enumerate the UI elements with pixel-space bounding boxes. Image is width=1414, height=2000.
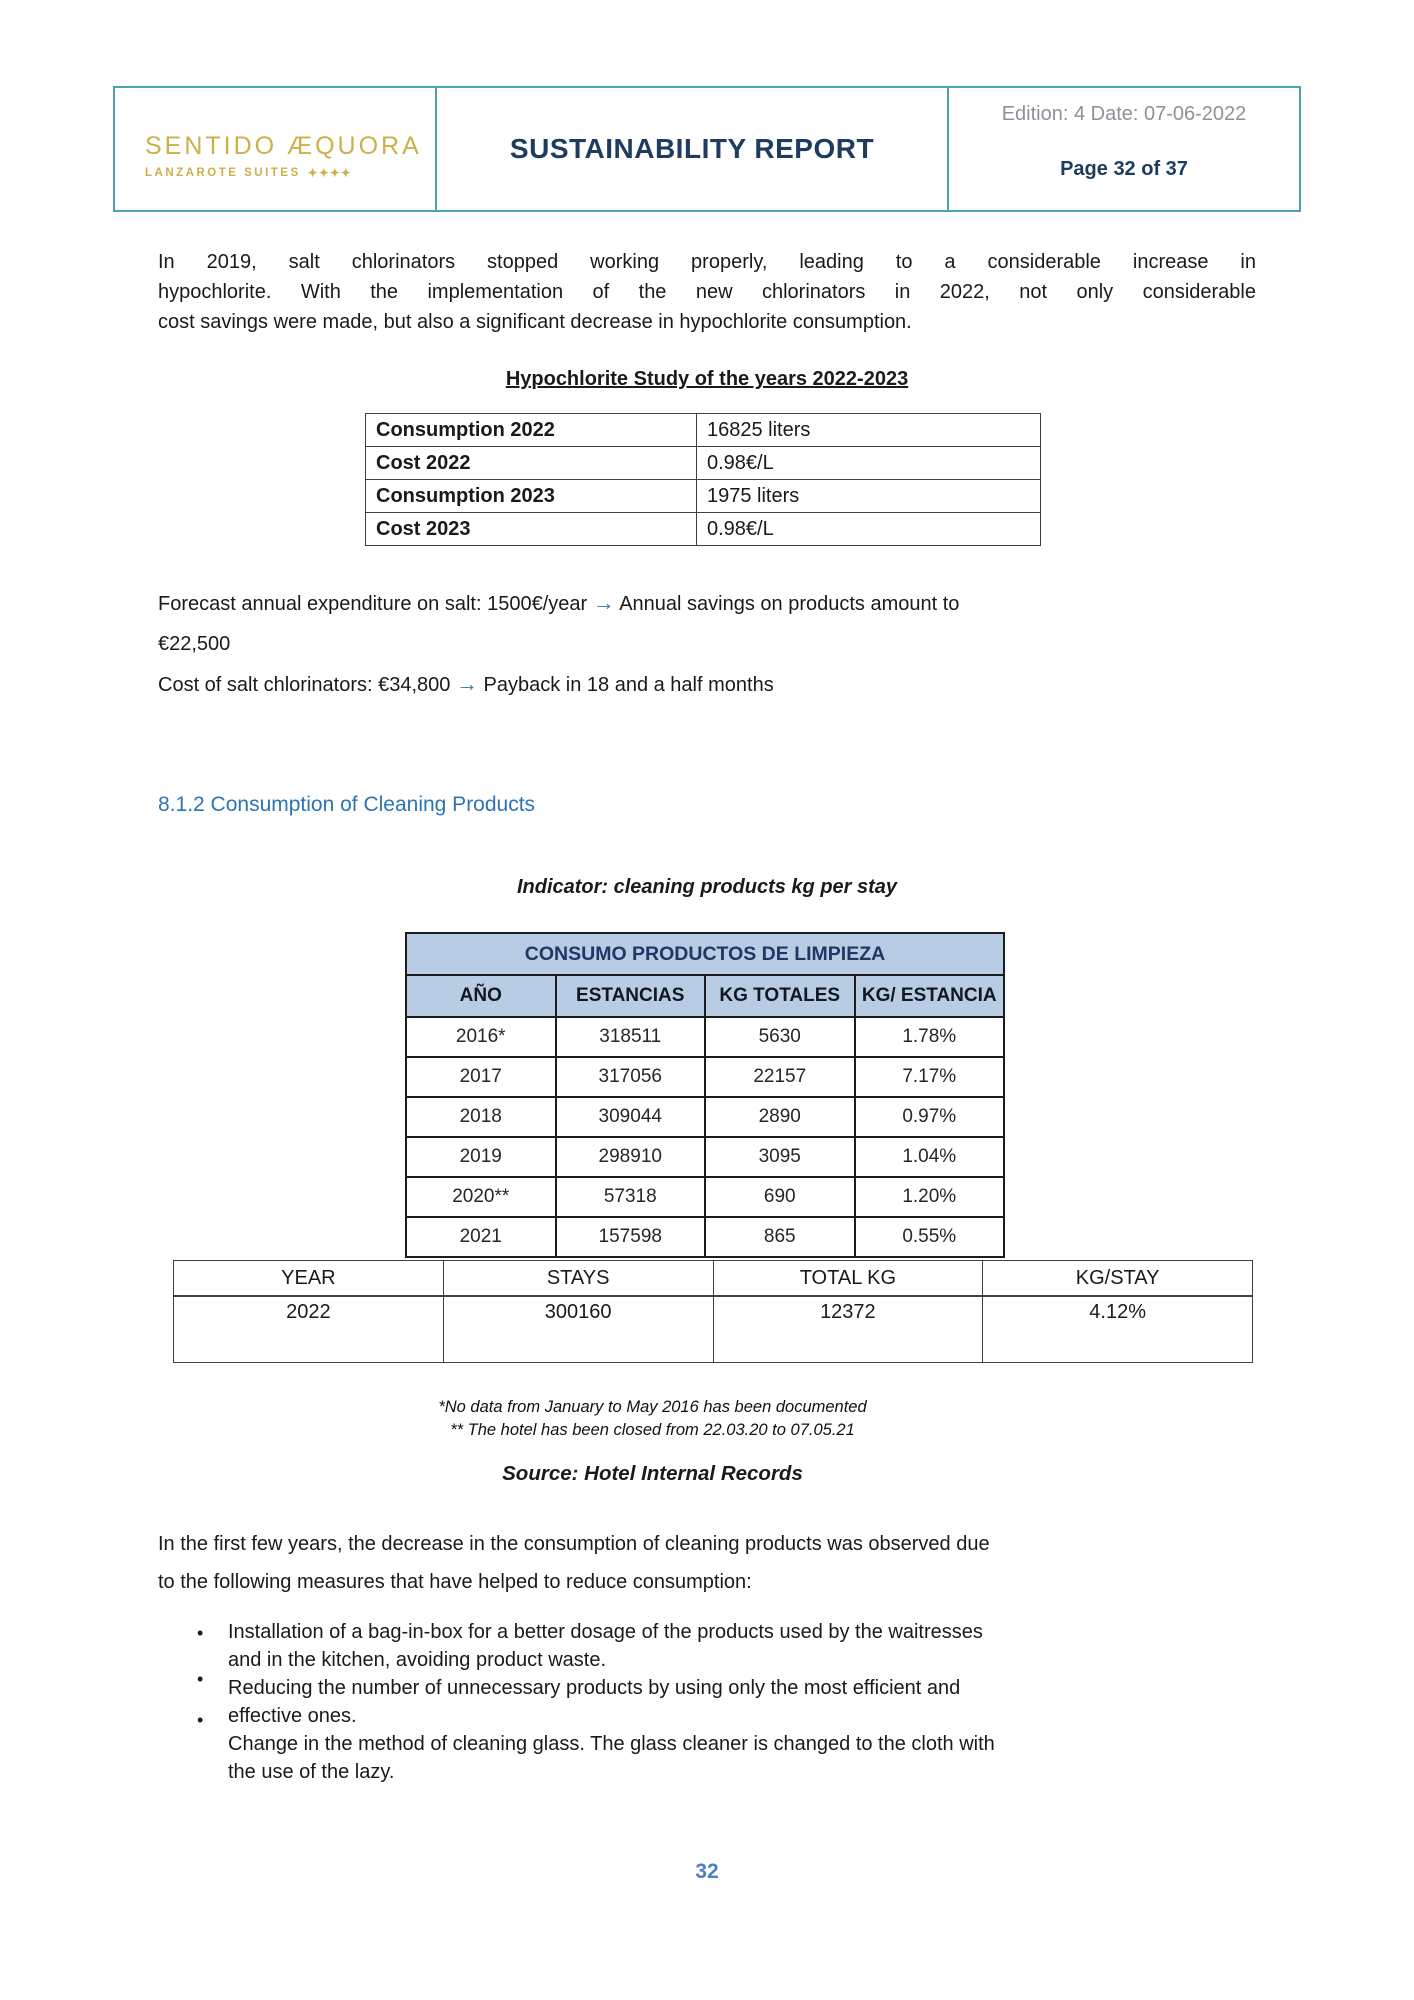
cell-kg: 865	[705, 1217, 855, 1257]
cell-total-kg: 12372	[713, 1296, 983, 1363]
indicator-caption: Indicator: cleaning products kg per stay	[516, 876, 898, 898]
brand-subtitle	[145, 166, 435, 180]
row-label: Consumption 2023	[366, 480, 697, 513]
intro-line: cost savings were made, but also a significant decrease in hypochlorite consumption.	[158, 311, 912, 333]
consumo-title: CONSUMO PRODUCTOS DE LIMPIEZA	[406, 933, 1004, 975]
table-row	[406, 1177, 1004, 1217]
row-label: Cost 2023	[366, 513, 697, 546]
measure-line: effective ones.	[228, 1705, 357, 1727]
logo-cell	[115, 88, 437, 210]
forecast-line	[158, 669, 1268, 700]
table-row	[366, 414, 1041, 447]
column-header: KG/STAY	[983, 1261, 1253, 1297]
cell-year: 2021	[406, 1217, 556, 1257]
footnote: *No data from January to May 2016 has been documented	[438, 1398, 867, 1416]
table-row	[366, 480, 1041, 513]
bullet-icon: •	[197, 1669, 204, 1689]
row-label: Cost 2022	[366, 447, 697, 480]
measure-line: Installation of a bag-in-box for a better dosage of the products used by the waitresses	[228, 1621, 983, 1643]
arrow-right-icon: →	[592, 590, 615, 615]
table-row	[406, 1057, 1004, 1097]
table-row	[366, 513, 1041, 546]
stars-icon: ✦✦✦✦	[307, 166, 352, 180]
cell-stays: 309044	[556, 1097, 706, 1137]
cell-kg: 2890	[705, 1097, 855, 1137]
measure-line: the use of the lazy.	[228, 1761, 395, 1783]
title-cell	[437, 88, 949, 210]
header-table	[113, 86, 1301, 212]
cell-kg-per-stay: 4.12%	[983, 1296, 1253, 1363]
intro-paragraph	[158, 247, 1256, 337]
cell-year: 2019	[406, 1137, 556, 1177]
measures-intro	[158, 1525, 1263, 1601]
cell-stays: 318511	[556, 1017, 706, 1057]
hypochlorite-table	[365, 413, 1041, 546]
study-title: Hypochlorite Study of the years 2022-2023	[505, 368, 909, 390]
cell-stays: 300160	[443, 1296, 713, 1363]
cell-kg-per-stay: 1.78%	[855, 1017, 1005, 1057]
table-row	[174, 1296, 1253, 1363]
forecast-text: Payback in 18 and a half months	[477, 674, 774, 696]
table-title-row	[406, 933, 1004, 975]
table-header-row	[174, 1261, 1253, 1297]
column-header: STAYS	[443, 1261, 713, 1297]
forecast-text: Forecast annual expenditure on salt: 1500€/year	[158, 593, 593, 615]
row-value: 1975 liters	[697, 480, 1041, 513]
table-row	[406, 1097, 1004, 1137]
year-table	[173, 1260, 1253, 1363]
intro-line: In 2019, salt chlorinators stopped working properly, leading to a considerable increase in	[158, 251, 1256, 273]
cell-stays: 298910	[556, 1137, 706, 1177]
cell-kg-per-stay: 1.20%	[855, 1177, 1005, 1217]
measure-line: and in the kitchen, avoiding product waste.	[228, 1649, 607, 1671]
report-title: SUSTAINABILITY REPORT	[509, 133, 875, 164]
page-number: 32	[695, 1860, 719, 1883]
cell-year: 2018	[406, 1097, 556, 1137]
forecast-text: Cost of salt chlorinators: €34,800	[158, 674, 456, 696]
cell-kg: 3095	[705, 1137, 855, 1177]
cell-kg: 690	[705, 1177, 855, 1217]
bullet-icon: •	[197, 1710, 204, 1730]
consumo-table	[405, 932, 1005, 1258]
column-header: ESTANCIAS	[556, 975, 706, 1017]
cell-kg: 5630	[705, 1017, 855, 1057]
edition-label: Edition: 4 Date: 07-06-2022	[1001, 103, 1247, 125]
cell-year: 2022	[174, 1296, 444, 1363]
measures-intro-line: In the first few years, the decrease in the consumption of cleaning products was observed due	[158, 1533, 990, 1555]
meta-cell	[949, 88, 1299, 210]
footnote: ** The hotel has been closed from 22.03.20 to 07.05.21	[450, 1421, 855, 1439]
footnotes	[160, 1396, 1145, 1442]
arrow-right-icon: →	[455, 671, 478, 696]
row-value: 0.98€/L	[697, 447, 1041, 480]
cell-stays: 57318	[556, 1177, 706, 1217]
forecast-block	[158, 588, 1268, 710]
cell-kg-per-stay: 1.04%	[855, 1137, 1005, 1177]
cell-kg: 22157	[705, 1057, 855, 1097]
column-header: TOTAL KG	[713, 1261, 983, 1297]
cell-year: 2017	[406, 1057, 556, 1097]
cell-stays: 157598	[556, 1217, 706, 1257]
column-header: KG/ ESTANCIA	[855, 975, 1005, 1017]
row-label: Consumption 2022	[366, 414, 697, 447]
table-header-row	[406, 975, 1004, 1017]
brand-logo: SENTIDO ÆQUORA	[145, 132, 422, 160]
table-row	[406, 1217, 1004, 1257]
cell-year: 2016*	[406, 1017, 556, 1057]
measure-line: Change in the method of cleaning glass. The glass cleaner is changed to the cloth with	[228, 1733, 995, 1755]
table-row	[366, 447, 1041, 480]
column-header: YEAR	[174, 1261, 444, 1297]
intro-line: hypochlorite. With the implementation of the new chlorinators in 2022, not only considerable	[158, 281, 1256, 303]
forecast-text: Annual savings on products amount to	[614, 593, 960, 615]
row-value: 16825 liters	[697, 414, 1041, 447]
section-heading: 8.1.2 Consumption of Cleaning Products	[158, 793, 536, 816]
column-header: AÑO	[406, 975, 556, 1017]
forecast-line: €22,500	[158, 633, 231, 655]
forecast-line	[158, 588, 1268, 619]
measures-list	[158, 1618, 1263, 1786]
measure-line: Reducing the number of unnecessary products by using only the most efficient and	[228, 1677, 961, 1699]
cell-kg-per-stay: 0.97%	[855, 1097, 1005, 1137]
table-row	[406, 1017, 1004, 1057]
measures-intro-line: to the following measures that have helped to reduce consumption:	[158, 1571, 752, 1593]
page-indicator: Page 32 of 37	[1060, 158, 1188, 180]
source-caption: Source: Hotel Internal Records	[502, 1462, 803, 1485]
column-header: KG TOTALES	[705, 975, 855, 1017]
row-value: 0.98€/L	[697, 513, 1041, 546]
table-row	[406, 1137, 1004, 1177]
cell-year: 2020**	[406, 1177, 556, 1217]
bullet-icon: •	[197, 1623, 204, 1643]
cell-stays: 317056	[556, 1057, 706, 1097]
cell-kg-per-stay: 7.17%	[855, 1057, 1005, 1097]
brand-subtitle-text: LANZAROTE SUITES	[145, 167, 301, 179]
cell-kg-per-stay: 0.55%	[855, 1217, 1005, 1257]
